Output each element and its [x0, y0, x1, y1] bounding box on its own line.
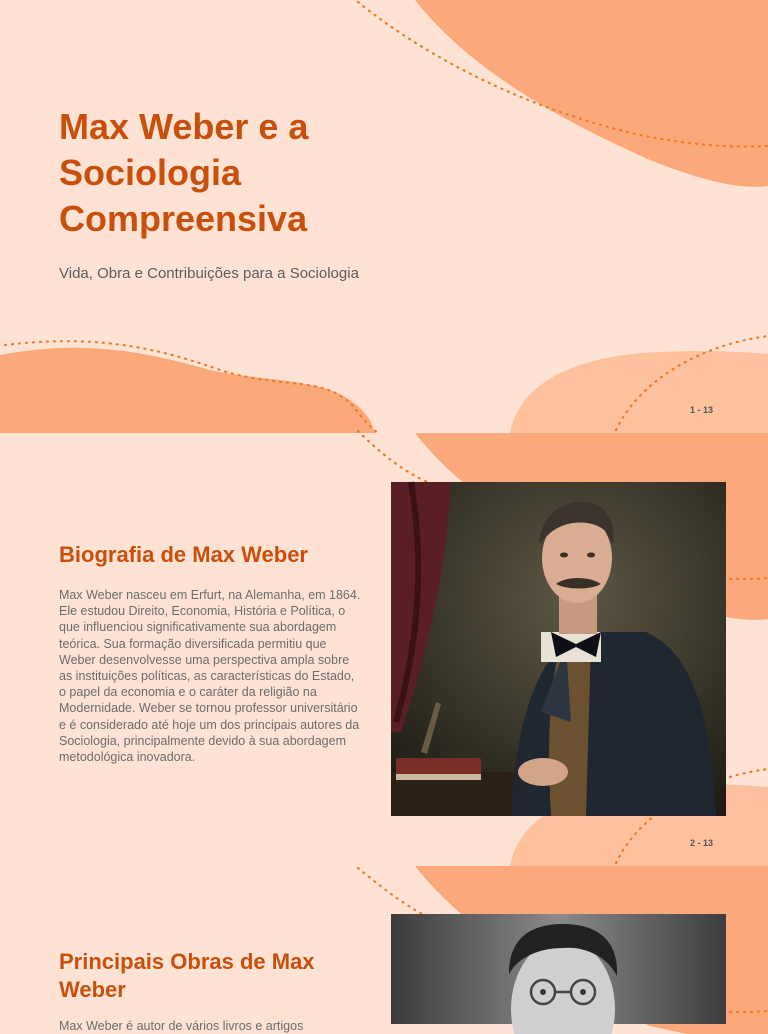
slide-3-body: Max Weber é autor de vários livros e artigos [59, 1019, 304, 1033]
slide-1-page-number: 1 - 13 [689, 405, 713, 415]
portrait-photo [391, 914, 726, 1024]
slide-1-title: Max Weber e a Sociologia Compreensiva [59, 106, 309, 239]
slide-2 [0, 433, 768, 866]
slide-1 [0, 0, 768, 433]
slide-2-title: Biografia de Max Weber [59, 542, 308, 567]
slide-1-subtitle: Vida, Obra e Contribuições para a Sociologia [59, 265, 359, 282]
slide-2-body: Max Weber nasceu em Erfurt, na Alemanha, em 1864. Ele estudou Direito, Economia, História e Política, o que influenciou significativamente sua abordagem teórica. Sua formação diversificada permitiu que Weber desenvolvesse uma perspectiva ampla sobre as instituições políticas, as características do Estado, o papel da economia e o caráter da religião na Modernidade. Weber se tornou professor universitário e é considerado até hoje um dos principais autores da Sociologia, principalmente devido à sua abordagem metodológica inovadora. [59, 588, 361, 765]
slide-3-title: Principais Obras de Max Weber [59, 949, 315, 1002]
slide-3 [0, 866, 768, 1033]
slide-2-page-number: 2 - 13 [689, 838, 713, 848]
portrait-painting [391, 482, 726, 816]
